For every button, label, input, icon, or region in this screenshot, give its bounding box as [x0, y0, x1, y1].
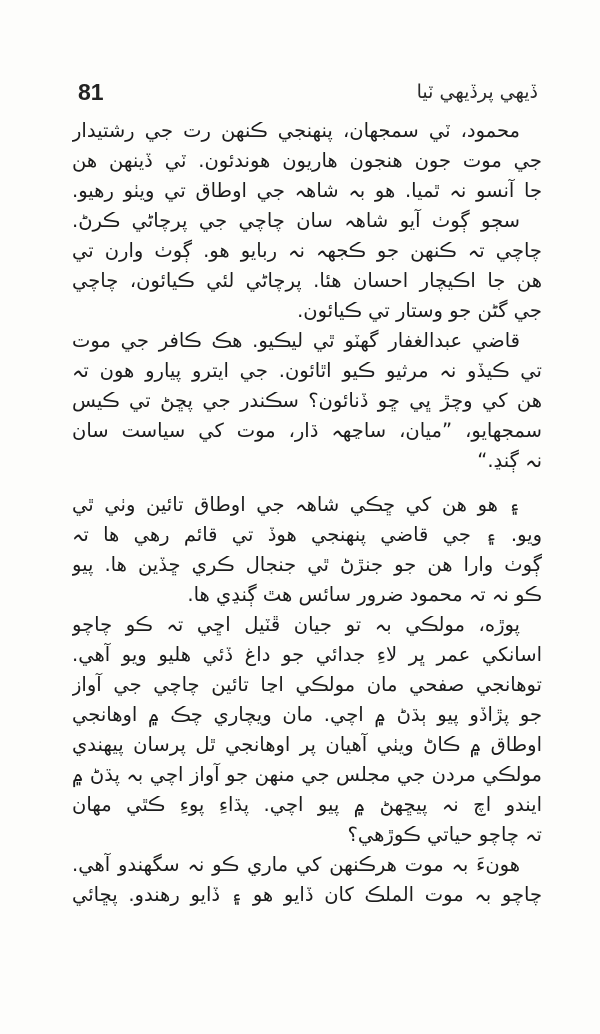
- text-line: ڳوٺ وارا هن جو جنڙڻ ٿي جنجال ڪري ڇڏين ها. پيو: [72, 553, 542, 576]
- text-line: هن کي وچڙ ڀي ڇو ڏنائون؟ سڪندر جي پڇڻ تي ڪيس: [72, 389, 542, 412]
- text-line: چاچي تہ ڪنهن جو ڪجهہ نہ ربايو هو. ڳوٺ وارن تي: [72, 239, 542, 262]
- paragraph-3: [72, 326, 542, 476]
- text-line: مولڪي مردن جي مجلس جي منهن جو آواز اچي بہ پڌڻ ۾: [72, 763, 542, 786]
- paragraph-4: [72, 490, 542, 610]
- body-text: [72, 116, 542, 910]
- text-line: قاضي عبدالغفار گهٽو ٿي ليڪيو. هڪ ڪافر جي موت: [72, 329, 520, 352]
- text-line: سڄو ڳوٺ آيو شاهہ سان چاچي جي پرچاڻي ڪرڻ.: [72, 209, 520, 232]
- text-line: هن جا اڪيچار احسان هئا. پرچاڻي لئي ڪيائون، چاچي: [72, 269, 542, 292]
- text-line: ويو. ۽ جي قاضي پنهنجي هوڏ تي قائم رهي ها تہ: [72, 523, 542, 546]
- text-line: توهانجي صفحي مان مولڪي اڃا تائين چاچي جي آواز: [72, 673, 542, 696]
- paragraph-5: [72, 610, 542, 850]
- text-line: جي موت جون هنجون هاريون هوندئون. ٽي ڏينهن هن: [72, 149, 542, 172]
- text-line: ڪو نہ تہ محمود ضرور سائس هٿ ڳنڍي ها.: [187, 583, 542, 606]
- text-line: نہ ڳنڍ.“: [477, 449, 542, 472]
- text-line: جو پڙاڏو پيو ٻڌڻ ۾ اچي. مان ويچاري چڪ ۾ اوهانجي: [72, 703, 542, 726]
- text-line: اسانکي عمر ڀر لاءِ جدائي جو داغ ڏئي هليو ويو آهي.: [72, 643, 542, 666]
- text-line: اوطاق ۾ ڪاڻ ويٺي آهيان پر اوهانجي ٿل پرسان پيهندي: [72, 733, 542, 756]
- text-line: جا آنسو نہ ٿميا. هو بہ شاهہ جي اوطاق تي ويٺو رهيو.: [72, 179, 542, 202]
- running-title: ڏيهي پرڏيهي ٽيا: [416, 81, 538, 103]
- paragraph-6: [72, 850, 542, 910]
- text-line: سمجهايو، ”ميان، ساڃهہ ڌار، موت کي سياست سان: [72, 419, 542, 442]
- text-line: ۽ هو هن کي ڇڪي شاهہ جي اوطاق تائين وٺي ٿي: [72, 493, 520, 516]
- text-line: ايندو اچ نہ پيڇهڻ ۾ پيو اچي. پڌاءِ پوءِ ڪٿي مهان: [72, 793, 542, 816]
- page-number: 81: [78, 78, 104, 105]
- text-line: جي گڻن جو وستار تي ڪيائون.: [297, 299, 542, 322]
- text-line: هونءَ بہ موت هرڪنهن کي ماري ڪو نہ سگهندو آهي.: [72, 853, 520, 876]
- paragraph-2: [72, 206, 542, 326]
- page-header: [78, 74, 538, 110]
- text-line: محمود، ٽي سمجهان، پنهنجي ڪنهن رت جي رشتيدار: [72, 119, 520, 142]
- text-line: چاچو بہ موت الملڪ کان ڏايو هو ۽ ڏايو رهندو. پڇائي: [72, 883, 542, 906]
- text-line: تہ چاچو حياتي ڪوڙهي؟: [347, 823, 542, 846]
- paragraph-1: [72, 116, 542, 206]
- text-line: تي ڪيڏو نہ مرثيو ڪيو اٿائون. جي ايترو پيارو هون تہ: [72, 359, 542, 382]
- text-line: پوڙه، مولڪي بہ تو جيان ڦٽيل اڇي تہ ڪو چاچو: [72, 613, 520, 636]
